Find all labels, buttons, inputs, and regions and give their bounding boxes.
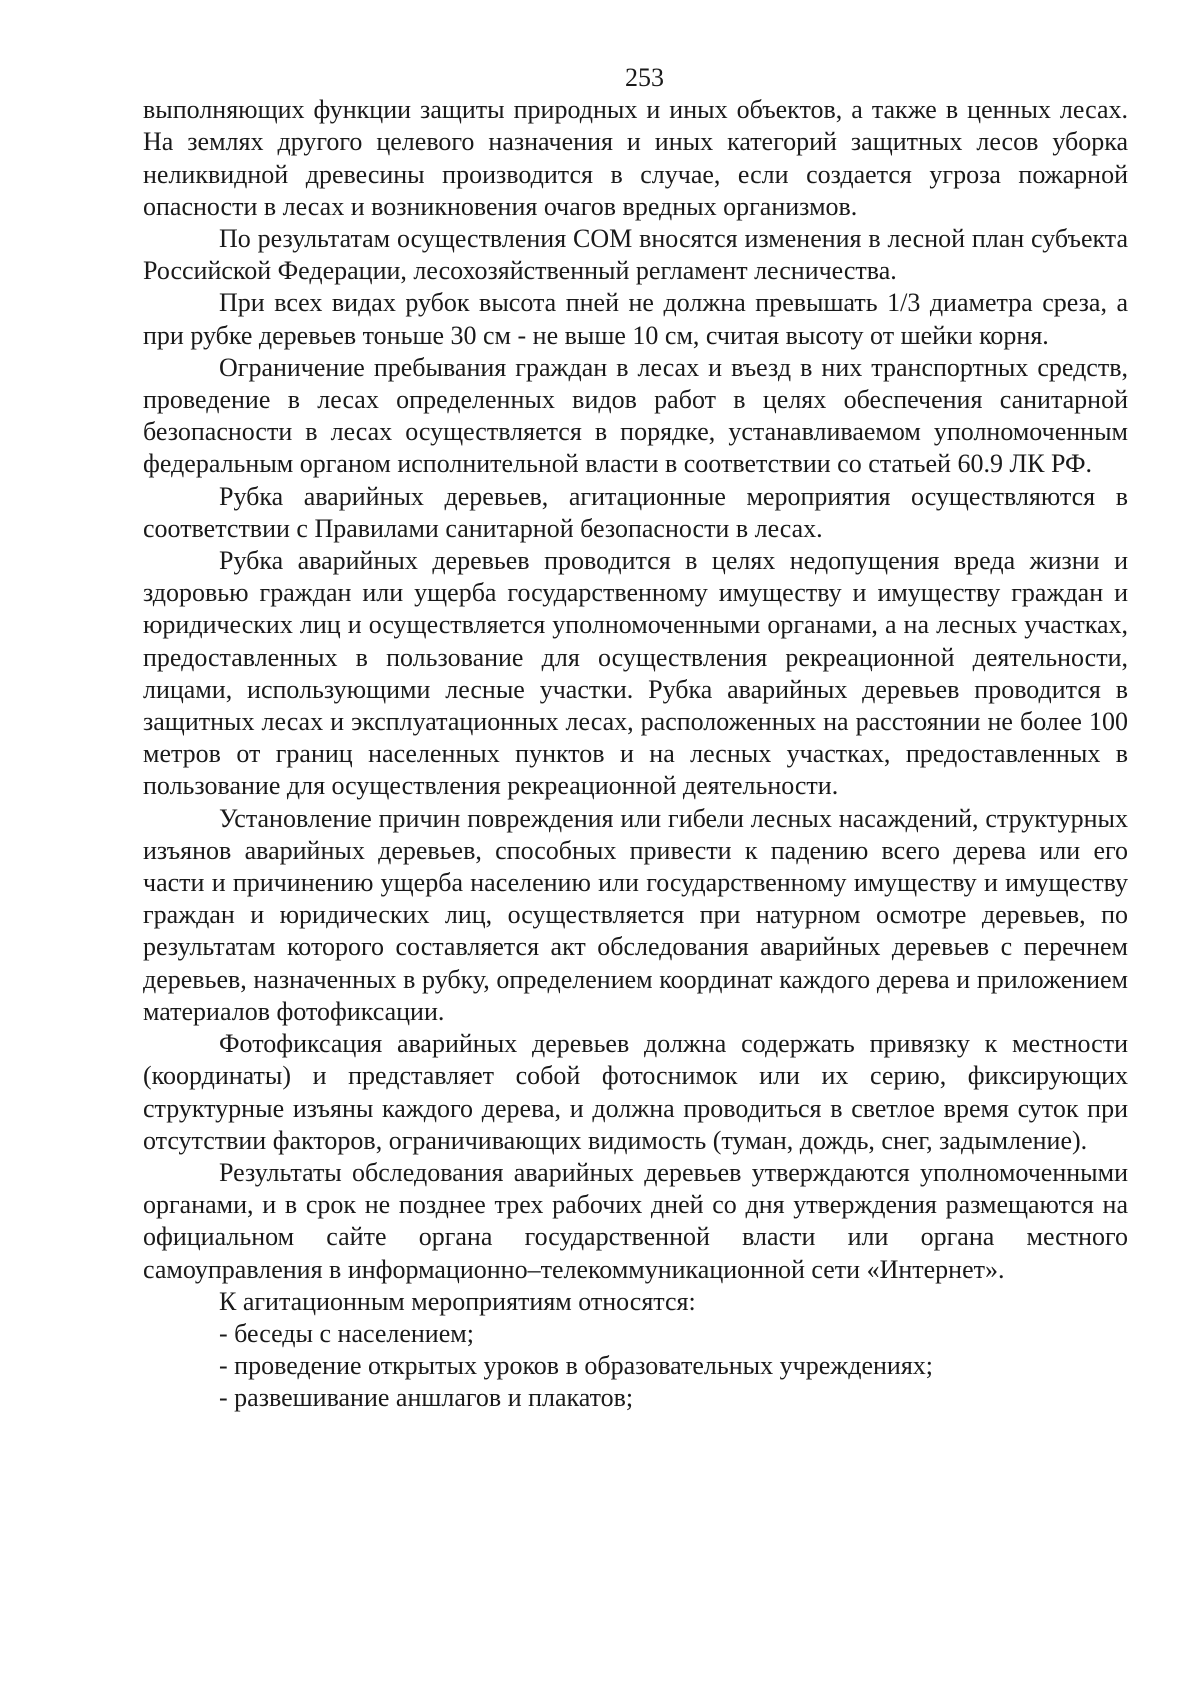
agitation-measures-list [143, 1286, 1128, 1415]
list-intro: К агитационным мероприятиям относятся: [219, 1286, 696, 1316]
document-page [143, 62, 1128, 1415]
paragraph-damage-causes: Установление причин повреждения или гибели лесных насаждений, структурных изъянов аварийных деревьев, способных привести к падению всего дерева или его части и причинению ущерба населению или государственному имуществу и имуществу граждан и юридических лиц, осуществляется при натурном осмотре деревьев, по результатам которого составляется акт обследования аварийных деревьев с перечнем деревьев, назначенных в рубку, определением координат каждого дерева и приложением материалов фотофиксации. [143, 803, 1128, 1026]
paragraph-emergency-felling-purpose: Рубка аварийных деревьев проводится в целях недопущения вреда жизни и здоровью граждан или ущерба государственному имуществу и имуществу граждан и юридических лиц и осуществляется уполномоченными органами, а на лесных участках, предоставленных в пользование для осуществления рекреационной деятельности, лицами, использующими лесные участки. Рубка аварийных деревьев проводится в защитных лесах и эксплуатационных лесах, расположенных на расстоянии не более 100 метров от границ населенных пунктов и на лесных участках, предоставленных в пользование для осуществления рекреационной деятельности. [143, 546, 1128, 801]
paragraph-som-changes: По результатам осуществления СОМ вносятся изменения в лесной план субъекта Российской Федерации, лесохозяйственный регламент лесничества. [143, 224, 1128, 286]
list-item: - развешивание аншлагов и плакатов; [219, 1383, 634, 1413]
list-item: - проведение открытых уроков в образовательных учреждениях; [219, 1351, 934, 1381]
paragraph-photo-fixation: Фотофиксация аварийных деревьев должна содержать привязку к местности (координаты) и представляет собой фотоснимок или их серию, фиксирующих структурные изъяны каждого дерева, и должна проводиться в светлое время суток при отсутствии факторов, ограничивающих видимость (туман, дождь, снег, задымление). [143, 1029, 1128, 1155]
paragraph-access-restriction: Ограничение пребывания граждан в лесах и въезд в них транспортных средств, проведение в лесах определенных видов работ в целях обеспечения санитарной безопасности в лесах осуществляется в порядке, устанавливаемом уполномоченным федеральным органом исполнительной власти в соответствии со статьей 60.9 ЛК РФ. [143, 352, 1128, 479]
list-item: - беседы с населением; [219, 1318, 474, 1348]
paragraph-continuation: выполняющих функции защиты природных и иных объектов, а также в ценных лесах. На землях другого целевого назначения и иных категорий защитных лесов уборка неликвидной древесины производится в случае, если создается угроза пожарной опасности в лесах и возникновения очагов вредных организмов. [143, 95, 1128, 221]
page-number: 253 [625, 63, 664, 92]
paragraph-stump-height: При всех видах рубок высота пней не должна превышать 1/3 диаметра среза, а при рубке деревьев тоньше 30 см - не выше 10 см, считая высоту от шейки корня. [143, 288, 1128, 350]
paragraph-emergency-felling-rules: Рубка аварийных деревьев, агитационные мероприятия осуществляются в соответствии с Правилами санитарной безопасности в лесах. [143, 481, 1128, 543]
paragraph-survey-results: Результаты обследования аварийных деревьев утверждаются уполномоченными органами, и в срок не позднее трех рабочих дней со дня утверждения размещаются на официальном сайте органа государственной власти или органа местного самоуправления в информационно–телекоммуникационной сети «Интернет». [143, 1157, 1128, 1284]
